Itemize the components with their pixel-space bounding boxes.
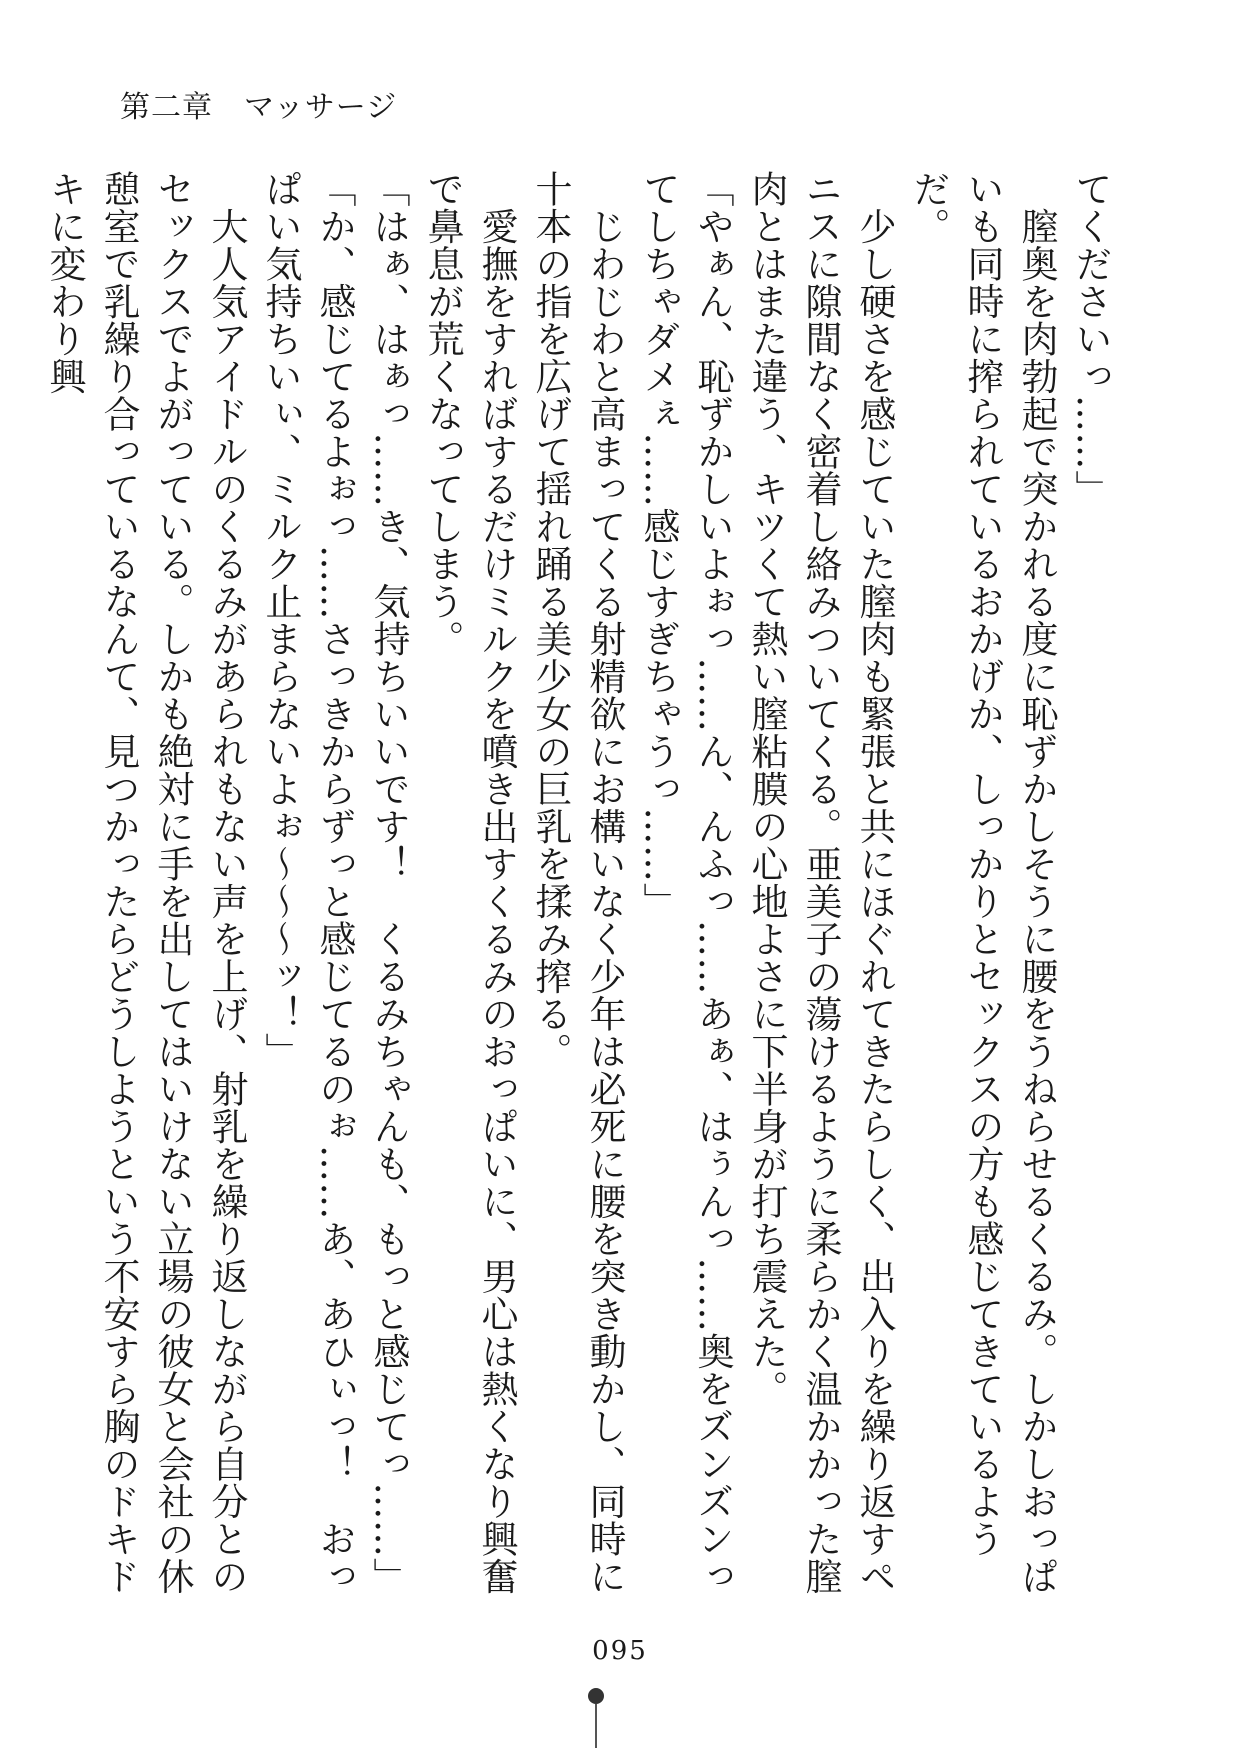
paragraph: じわじわと高まってくる射精欲にお構いなく少年は必死に腰を突き動かし、同時に十本の指を広げて揺れ踊る美少女の巨乳を揉み搾る。 [529,170,626,1595]
body-text [43,170,1117,1610]
paragraph: 膣奥を肉勃起で突かれる度に恥ずかしそうに腰をうねらせるくるみ。しかしおっぱいも同時に搾られているおかげか、しっかりとセックスの方も感じてきているようだ。 [907,170,1058,1595]
page-number: 095 [592,1636,648,1666]
paragraph: 大人気アイドルのくるみがあられもない声を上げ、射乳を繰り返しながら自分とのセックスでよがっている。しかも絶対に手を出してはいけない立場の彼女と会社の休憩室で乳繰り合っているなんて、見つかったらどうしようという不安すら胸のドキドキに変わり興 [43,170,248,1595]
running-head: 第二章 マッサージ [120,90,398,125]
paragraph: 「はぁ、はぁっ……き、気持ちいいです！ くるみちゃんも、もっと感じてっ……」 [367,170,410,1595]
paragraph: 少し硬さを感じていた膣肉も緊張と共にほぐれてきたらしく、出入りを繰り返すペニスに隙間なく密着し絡みついてくる。亜美子の蕩けるように柔らかく温かかった膣肉とはまた違う、キツくて熱い膣粘膜の心地よさに下半身が打ち震えた。 [745,170,896,1595]
paragraph: 「やぁん、恥ずかしいよぉっ……ん、んふっ……あぁ、はぅんっ……奥をズンズンってしちゃダメぇ……感じすぎちゃうっ……」 [637,170,734,1595]
paragraph: 「か、感じてるよぉっ……さっきからずっと感じてるのぉ……あ、あひぃっ！ おっぱい気持ちいぃ、ミルク止まらないよぉ～～～ッ！」 [259,170,356,1595]
paragraph: てくださいっ……」 [1069,170,1112,508]
folio-line [595,1704,597,1748]
paragraph: 愛撫をすればするだけミルクを噴き出すくるみのおっぱいに、男心は熱くなり興奮で鼻息が荒くなってしまう。 [421,170,518,1595]
folio-dot [588,1688,604,1704]
